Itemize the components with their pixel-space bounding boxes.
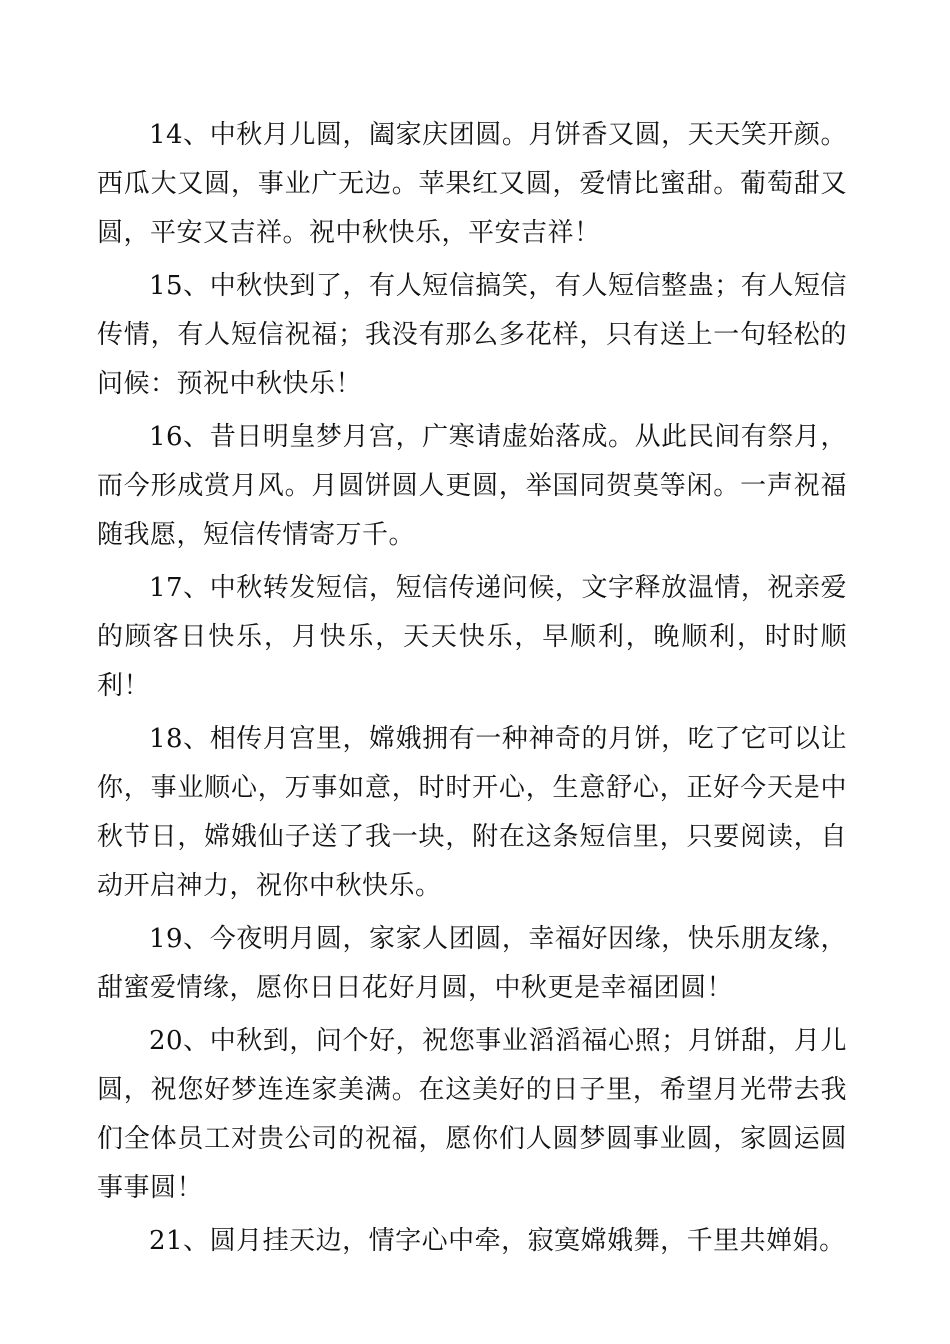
paragraph-21: 21、圆月挂天边，情字心中牵，寂寞嫦娥舞，千里共婵娟。 — [149, 1226, 846, 1256]
paragraph-18: 18、相传月宫里，嫦娥拥有一种神奇的月饼，吃了它可以让你，事业顺心，万事如意，时时开心，生意舒心，正好今天是中秋节日，嫦娥仙子送了我一块，附在这条短信里，只要阅读，自动开启神力，祝你中秋快乐。 — [97, 724, 847, 901]
document-body — [97, 111, 847, 1270]
paragraph-15: 15、中秋快到了，有人短信搞笑，有人短信整蛊；有人短信传情，有人短信祝福；我没有那么多花样，只有送上一句轻松的问候：预祝中秋快乐！ — [97, 271, 847, 399]
paragraph-20: 20、中秋到，问个好，祝您事业滔滔福心照；月饼甜，月儿圆，祝您好梦连连家美满。在这美好的日子里，希望月光带去我们全体员工对贵公司的祝福，愿你们人圆梦圆事业圆，家圆运圆事事圆！ — [97, 1026, 847, 1203]
paragraph-16: 16、昔日明皇梦月宫，广寒请虚始落成。从此民间有祭月，而今形成赏月风。月圆饼圆人更圆，举国同贺莫等闲。一声祝福随我愿，短信传情寄万千。 — [97, 422, 847, 550]
paragraph-14: 14、中秋月儿圆，阖家庆团圆。月饼香又圆，天天笑开颜。西瓜大又圆，事业广无边。苹果红又圆，爱情比蜜甜。葡萄甜又圆，平安又吉祥。祝中秋快乐，平安吉祥！ — [97, 120, 847, 248]
paragraph-19: 19、今夜明月圆，家家人团圆，幸福好因缘，快乐朋友缘，甜蜜爱情缘，愿你日日花好月圆，中秋更是幸福团圆！ — [97, 924, 847, 1003]
paragraph-17: 17、中秋转发短信，短信传递问候，文字释放温情，祝亲爱的顾客日快乐，月快乐，天天快乐，早顺利，晚顺利，时时顺利！ — [97, 573, 847, 701]
